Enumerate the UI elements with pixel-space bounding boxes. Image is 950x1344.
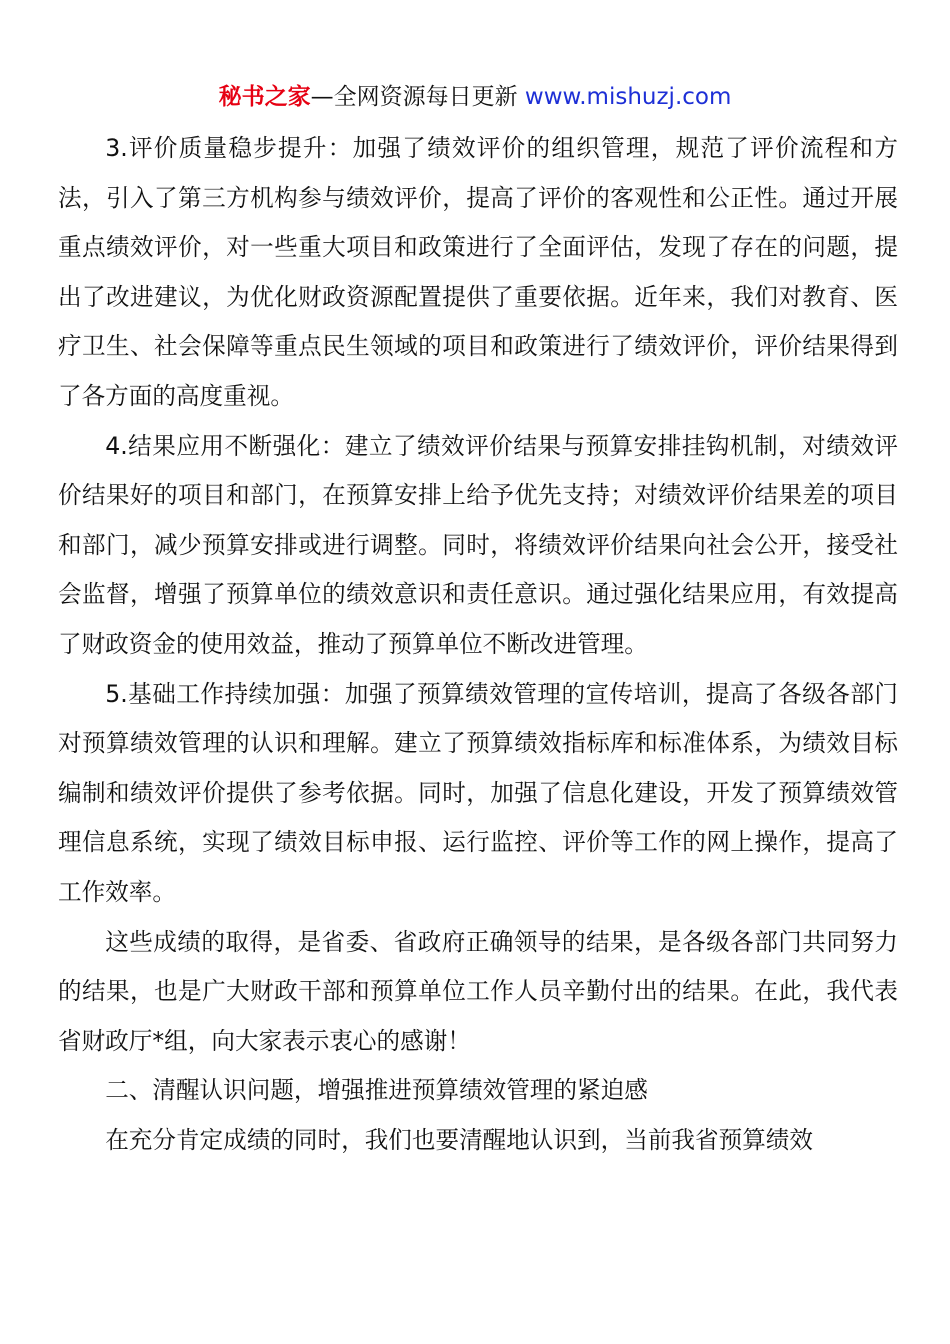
header-tagline: —全网资源每日更新 [310,84,518,110]
paragraph-evaluation-quality: 3.评价质量稳步提升：加强了绩效评价的组织管理，规范了评价流程和方法，引入了第三方机构参与绩效评价，提高了评价的客观性和公正性。通过开展重点绩效评价，对一些重大项目和政策进行了全面评估，发现了存在的问题，提出了改进建议，为优化财政资源配置提供了重要依据。近年来，我们对教育、医疗卫生、社会保障等重点民生领域的项目和政策进行了绩效评价，评价结果得到了各方面的高度重视。 [58,134,898,410]
paragraph-result-application: 4.结果应用不断强化：建立了绩效评价结果与预算安排挂钩机制，对绩效评价结果好的项目和部门，在预算安排上给予优先支持；对绩效评价结果差的项目和部门，减少预算安排或进行调整。同时，将绩效评价结果向社会公开，接受社会监督，增强了预算单位的绩效意识和责任意识。通过强化结果应用，有效提高了财政资金的使用效益，推动了预算单位不断改进管理。 [58,431,898,658]
page-header [0,80,950,114]
paragraph-acknowledgement: 这些成绩的取得，是省委、省政府正确领导的结果，是各级各部门共同努力的结果，也是广大财政干部和预算单位工作人员辛勤付出的结果。在此，我代表省财政厅*组，向大家表示衷心的感谢！ [58,927,898,1055]
paragraph-problems-intro: 在充分肯定成绩的同时，我们也要清醒地认识到，当前我省预算绩效 [105,1125,813,1154]
site-url-link[interactable]: www.mishuzj.com [524,84,732,110]
document-body [58,124,898,1165]
brand-name: 秘书之家 [218,84,311,110]
paragraph-basic-work: 5.基础工作持续加强：加强了预算绩效管理的宣传培训，提高了各级各部门对预算绩效管理的认识和理解。建立了预算绩效指标库和标准体系，为绩效目标编制和绩效评价提供了参考依据。同时，加强了信息化建设，开发了预算绩效管理信息系统，实现了绩效目标申报、运行监控、评价等工作的网上操作，提高了工作效率。 [58,679,898,906]
section-heading-two: 二、清醒认识问题，增强推进预算绩效管理的紧迫感 [105,1076,648,1105]
